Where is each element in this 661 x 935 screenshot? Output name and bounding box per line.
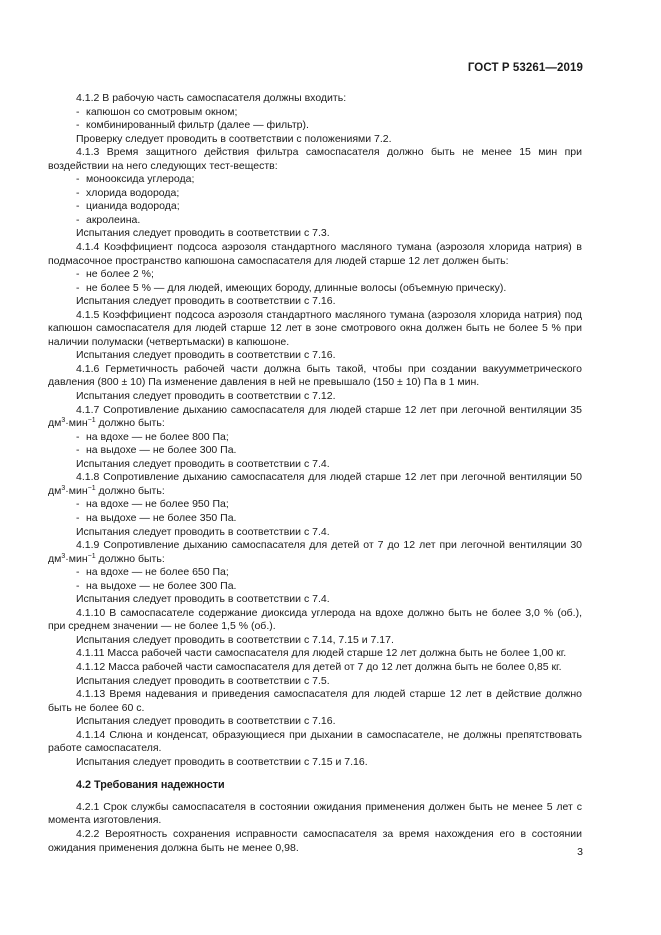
paragraph: 4.2.1 Срок службы самоспасателя в состоянии ожидания применения должен быть не менее 5 лет с момента изготовления. xyxy=(48,800,582,827)
list-item: - на выдохе — не более 350 Па. xyxy=(76,511,237,524)
list-item: - на вдохе — не более 650 Па; xyxy=(76,566,229,579)
paragraph: 4.1.6 Герметичность рабочей части должна быть такой, чтобы при создании вакуумметрического давления (800 ± 10) Па изменение давления в ней не превышало (150 ± 10) Па в 1 мин. xyxy=(48,362,582,389)
list-item: - на вдохе — не более 800 Па; xyxy=(76,430,229,443)
section-heading: 4.2 Требования надежности xyxy=(76,779,225,792)
list-item: - акролеина. xyxy=(76,213,141,226)
paragraph: 4.1.5 Коэффициент подсоса аэрозоля стандартного масляного тумана (аэрозоля хлорида натрия) под капюшон самоспасателя для людей старше 12 лет в зоне смотрового окна должен быть не более 5 % при наличии полумаски (четвертьмаски) в капюшоне. xyxy=(48,308,582,348)
test-reference: Испытания следует проводить в соответствии с 7.14, 7.15 и 7.17. xyxy=(76,633,394,646)
paragraph: 4.1.12 Масса рабочей части самоспасателя для детей от 7 до 12 лет должна быть не более 0,85 кг. xyxy=(76,660,562,673)
list-item: - на выдохе — не более 300 Па. xyxy=(76,444,237,457)
paragraph: 4.1.3 Время защитного действия фильтра самоспасателя должно быть не менее 15 мин при воздействии на него следующих тест-веществ: xyxy=(48,146,582,172)
test-reference: Испытания следует проводить в соответствии с 7.4. xyxy=(76,593,330,606)
paragraph: 4.1.11 Масса рабочей части самоспасателя для людей старше 12 лет должна быть не более 1,00 кг. xyxy=(76,647,567,660)
test-reference: Испытания следует проводить в соответствии с 7.15 и 7.16. xyxy=(76,755,368,768)
list-item: - хлорида водорода; xyxy=(76,186,180,199)
list-item: - капюшон со смотровым окном; xyxy=(76,105,238,118)
list-item: - комбинированный фильтр (далее — фильтр). xyxy=(76,119,309,132)
list-item: - монооксида углерода; xyxy=(76,173,195,186)
list-item: - на выдохе — не более 300 Па. xyxy=(76,579,237,592)
paragraph: 4.1.9 Сопротивление дыханию самоспасателя для детей от 7 до 12 лет при легочной вентиляции 30 $дм^3\cdot мин^{-1}$ должно быть: xyxy=(48,539,582,565)
list-item: - цианида водорода; xyxy=(76,200,180,213)
test-reference: Испытания следует проводить в соответствии с 7.4. xyxy=(76,525,330,538)
paragraph: 4.1.7 Сопротивление дыханию самоспасателя для людей старше 12 лет при легочной вентиляции 35 $дм^3\cdot мин^{-1}$ должно быть: xyxy=(48,403,582,430)
list-item: - не более 5 % — для людей, имеющих бороду, длинные волосы (объемную прическу). xyxy=(76,281,507,294)
test-reference: Испытания следует проводить в соответствии с 7.16. xyxy=(76,295,336,308)
paragraph: 4.1.14 Слюна и конденсат, образующиеся при дыхании в самоспасателе, не должны препятствовать работе самоспасателя. xyxy=(48,728,582,755)
test-reference: Испытания следует проводить в соответствии с 7.16. xyxy=(76,715,336,728)
paragraph: 4.1.4 Коэффициент подсоса аэрозоля стандартного масляного тумана (аэрозоля хлорида натрия) в подмасочное пространство капюшона самоспасателя для людей старше 12 лет должен быть: xyxy=(48,241,582,267)
test-reference: Испытания следует проводить в соответствии с 7.5. xyxy=(76,674,330,687)
page-content xyxy=(48,92,582,855)
test-reference: Испытания следует проводить в соответствии с 7.3. xyxy=(76,227,330,240)
test-reference: Испытания следует проводить в соответствии с 7.16. xyxy=(76,349,336,362)
list-item: - не более 2 %; xyxy=(76,268,154,281)
test-reference: Испытания следует проводить в соответствии с 7.4. xyxy=(76,457,330,470)
paragraph: 4.1.8 Сопротивление дыханию самоспасателя для людей старше 12 лет при легочной вентиляции 50 $дм^3\cdot мин^{-1}$ должно быть: xyxy=(48,471,582,497)
paragraph: 4.1.13 Время надевания и приведения самоспасателя для людей старше 12 лет в действие должно быть не более 60 с. xyxy=(48,688,582,714)
paragraph: 4.1.2 В рабочую часть самоспасателя должны входить: xyxy=(76,92,347,104)
paragraph: 4.1.10 В самоспасателе содержание диоксида углерода на вдохе должно быть не более 3,0 % (об.), при среднем значении — не более 1,5 % (об.). xyxy=(48,606,582,633)
paragraph: 4.2.2 Вероятность сохранения исправности самоспасателя за время нахождения его в состоянии ожидания применения должна быть не менее 0,98. xyxy=(48,827,582,854)
test-reference: Проверку следует проводить в соответствии с положениями 7.2. xyxy=(76,132,392,145)
list-item: - на вдохе — не более 950 Па; xyxy=(76,498,229,511)
test-reference: Испытания следует проводить в соответствии с 7.12. xyxy=(76,390,336,403)
page-number: 3 xyxy=(577,846,583,858)
document-code: ГОСТ Р 53261—2019 xyxy=(467,62,583,74)
